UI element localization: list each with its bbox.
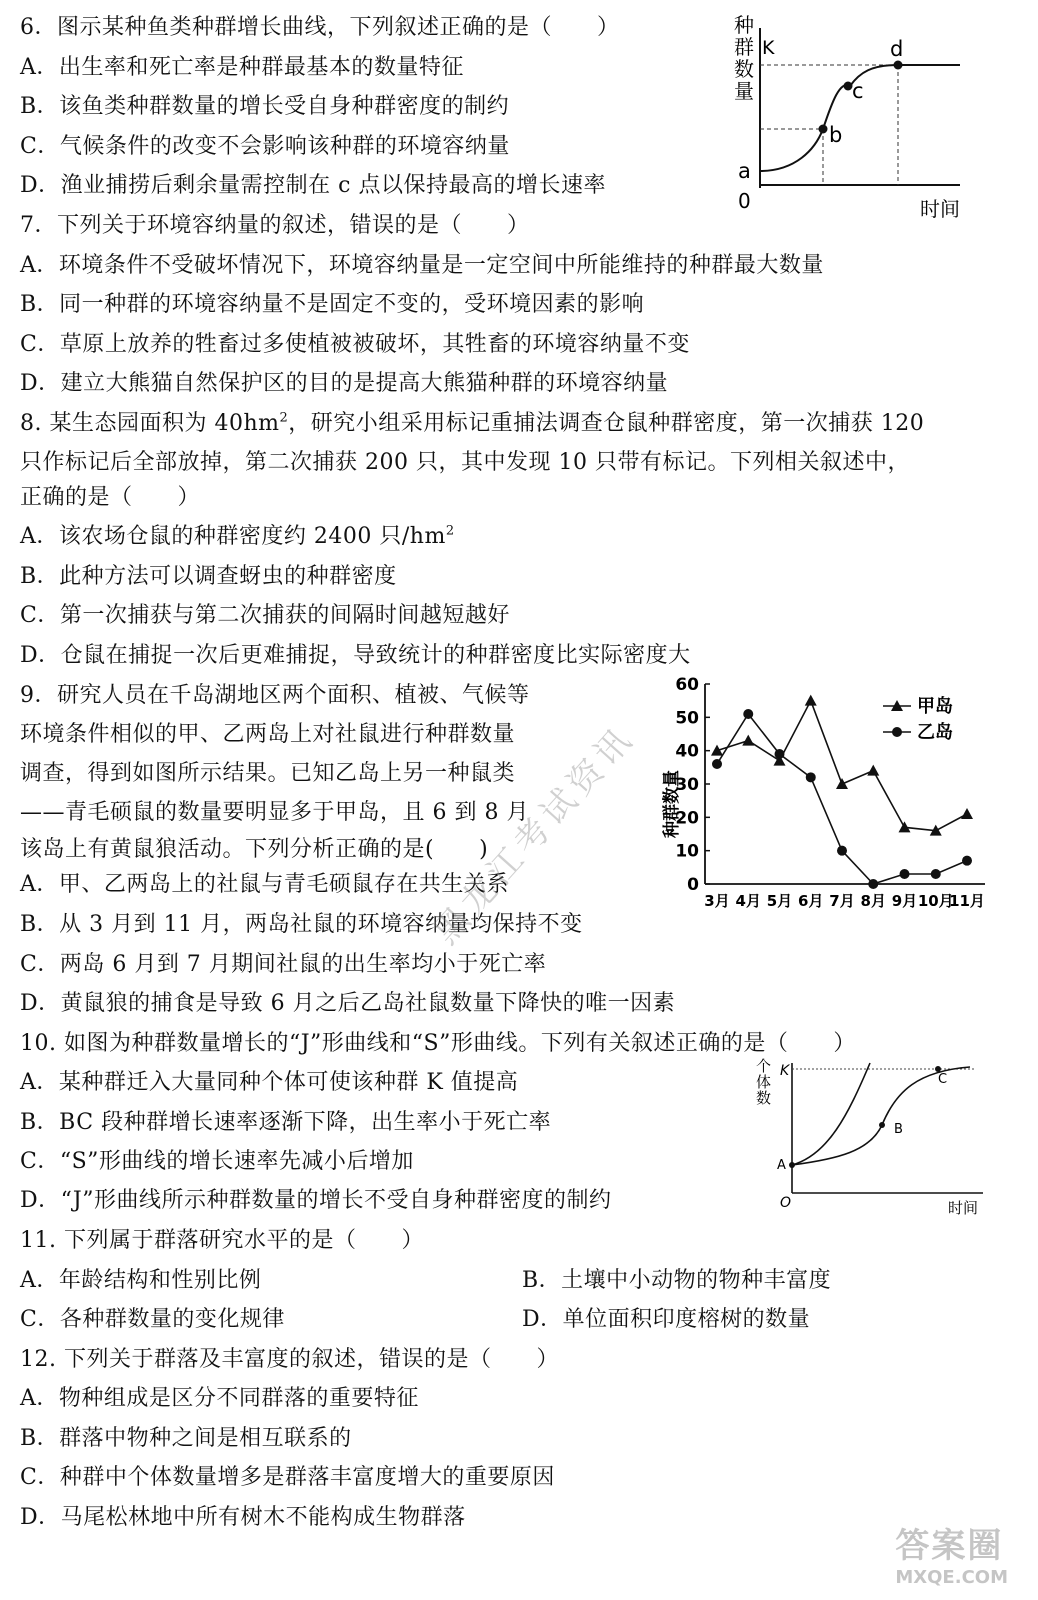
q6-xlabel: 时间: [920, 197, 960, 221]
chart-xtick-label: 10月: [917, 892, 954, 910]
chart-xtick-label: 9月: [891, 892, 918, 910]
q10-ylabel: [756, 1057, 771, 1091]
q10-option-d: D．“J”形曲线所示种群数量的增长不受自身种群密度的制约: [20, 1188, 612, 1213]
q7-option-b: B．同一种群的环境容纳量不是固定不变的，受环境因素的影响: [20, 292, 645, 317]
q6-option-c: C．气候条件的改变不会影响该种群的环境容纳量: [20, 134, 510, 159]
chart-ytick-label: 60: [675, 675, 699, 695]
q10-k-label: K: [780, 1063, 790, 1079]
chart-series-line-0: [717, 701, 967, 831]
q11-option-c: C．各种群数量的变化规律: [20, 1307, 285, 1332]
q10-option-a: A．某种群迁入大量同种个体可使该种群 K 值提高: [20, 1070, 519, 1095]
chart-xtick-label: 7月: [829, 892, 855, 910]
q6-ylabel: [734, 13, 754, 103]
q8-stem-line3: 正确的是（ ）: [20, 485, 201, 510]
q9-line-chart: [655, 672, 1010, 917]
chart-ytick-label: 20: [675, 808, 699, 829]
chart-point-circle: [712, 759, 722, 769]
q8-stem-line1: 8. 某生态园面积为 $40hm^2$，研究小组采用标记重捕法调查仓鼠种群密度，第一次捕获 120: [20, 410, 925, 436]
chart-point-triangle: [867, 765, 879, 776]
q7-stem: 7．下列关于环境容纳量的叙述，错误的是（ ）: [20, 213, 530, 238]
q10-ylabel-3: 数: [756, 1089, 772, 1107]
q7-option-d: D．建立大熊猫自然保护区的目的是提高大熊猫种群的环境容纳量: [20, 371, 669, 396]
chart-point-triangle: [711, 745, 723, 756]
chart-point-triangle: [899, 821, 911, 832]
q12-option-c: C．种群中个体数量增多是群落丰富度增大的重要原因: [20, 1465, 555, 1490]
chart-point-circle: [837, 846, 847, 856]
q8-option-c: C．第一次捕获与第二次捕获的间隔时间越短越好: [20, 603, 510, 628]
q7-option-c: C．草原上放养的牲畜过多使植被被破坏，其牲畜的环境容纳量不变: [20, 332, 690, 357]
q9-option-d: D．黄鼠狼的捕食是导致 6 月之后乙岛社鼠数量下降快的唯一因素: [20, 991, 676, 1016]
q10-label-c: C: [938, 1072, 948, 1087]
chart-ytick-label: 50: [675, 708, 699, 729]
chart-xtick-label: 4月: [735, 892, 761, 910]
chart-ytick-label: 10: [675, 841, 699, 862]
chart-xtick-label: 11月: [949, 892, 985, 910]
q11-option-d: D．单位面积印度榕树的数量: [522, 1307, 811, 1332]
svg-text:种: 种: [734, 13, 754, 37]
q6-origin: 0: [738, 189, 751, 213]
chart-ytick-label: 40: [675, 741, 699, 762]
q9-stem-line2: 环境条件相似的甲、乙两岛上对社鼠进行种群数量: [20, 722, 516, 747]
q12-option-b: B．群落中物种之间是相互联系的: [20, 1426, 352, 1451]
q8-option-b: B．此种方法可以调查蚜虫的种群密度: [20, 564, 397, 589]
chart-point-triangle: [836, 778, 848, 789]
chart-point-circle: [806, 772, 816, 782]
q9-stem-line4: ——青毛硕鼠的数量要明显多于甲岛，且 6 到 8 月: [20, 800, 529, 825]
q10-origin: O: [780, 1195, 792, 1211]
q6-option-b: B．该鱼类种群数量的增长受自身种群密度的制约: [20, 94, 510, 119]
q9-stem-line3: 调查，得到如图所示结果。已知乙岛上另一种鼠类: [20, 761, 516, 786]
legend-jia-label: 甲岛: [917, 696, 953, 717]
legend-yi-marker: [892, 727, 902, 737]
q10-stem: 10. 如图为种群数量增长的“J”形曲线和“S”形曲线。下列有关叙述正确的是（ ）: [20, 1031, 856, 1056]
q8-option-a: A．该农场仓鼠的种群密度约 2400 只$/hm^2$: [20, 523, 455, 549]
chart-xtick-label: 6月: [798, 892, 824, 910]
q9-stem-line5: 该岛上有黄鼠狼活动。下列分析正确的是( ): [20, 837, 489, 862]
q6-option-a: A．出生率和死亡率是种群最基本的数量特征: [20, 55, 464, 80]
q8-option-d: D．仓鼠在捕捉一次后更难捕捉，导致统计的种群密度比实际密度大: [20, 643, 691, 668]
q6-s-curve-figure: [720, 10, 980, 225]
svg-text:群: 群: [734, 35, 754, 59]
chart-point-triangle: [805, 695, 817, 706]
q10-point-a: [789, 1162, 795, 1168]
chart-xtick-label: 5月: [766, 892, 793, 910]
chart-ylabel: 种群数量: [662, 770, 682, 838]
logo-top: 答案圈: [895, 1526, 1004, 1566]
q10-j-s-curve-figure: [748, 1055, 993, 1225]
chart-point-circle: [962, 856, 972, 866]
q8-stem-line2: 只作标记后全部放掉，第二次捕获 200 只，其中发现 10 只带有标记。下列相关叙述中，: [20, 450, 910, 475]
chart-point-circle: [900, 869, 910, 879]
q9-option-a: A．甲、乙两岛上的社鼠与青毛硕鼠存在共生关系: [20, 872, 509, 897]
q12-stem: 12. 下列关于群落及丰富度的叙述，错误的是（ ）: [20, 1347, 559, 1372]
chart-xtick-label: 3月: [704, 892, 730, 910]
q10-option-c: C．“S”形曲线的增长速率先减小后增加: [20, 1149, 414, 1174]
svg-text:量: 量: [734, 79, 754, 103]
q6-k-label: K: [762, 37, 775, 59]
q6-label-b: b: [829, 123, 843, 147]
q6-label-a: a: [738, 159, 751, 183]
svg-text:体: 体: [756, 1073, 772, 1091]
q9-stem-line1: 9．研究人员在千岛湖地区两个面积、植被、气候等: [20, 683, 530, 708]
legend-yi-label: 乙岛: [917, 722, 953, 743]
q9-option-b: B．从 3 月到 11 月，两岛社鼠的环境容纳量均保持不变: [20, 912, 583, 937]
q10-label-a: A: [777, 1158, 786, 1173]
chart-legend: [883, 695, 953, 743]
chart-ytick-label: 30: [675, 775, 699, 795]
svg-text:个: 个: [756, 1057, 772, 1075]
chart-ytick-label: 0: [687, 875, 699, 895]
site-logo: [895, 1518, 1008, 1588]
q10-option-b: B．BC 段种群增长速率逐渐下降，出生率小于死亡率: [20, 1110, 552, 1135]
chart-point-circle: [868, 879, 878, 889]
q6-point-b: [819, 125, 828, 134]
chart-point-circle: [775, 749, 785, 759]
q6-label-d: d: [890, 37, 904, 61]
q11-option-a: A．年龄结构和性别比例: [20, 1268, 262, 1293]
watermark-text: 黑龙江考试资讯: [425, 717, 644, 953]
q6-stem: 6．图示某种鱼类种群增长曲线，下列叙述正确的是（ ）: [20, 15, 620, 40]
logo-bottom: MXQE.COM: [895, 1567, 1008, 1588]
chart-point-triangle: [961, 808, 973, 819]
q12-option-a: A．物种组成是区分不同群落的重要特征: [20, 1386, 419, 1411]
q6-option-d: D．渔业捕捞后剩余量需控制在 c 点以保持最高的增长速率: [20, 173, 606, 198]
chart-point-circle: [743, 709, 753, 719]
svg-text:数: 数: [734, 57, 754, 81]
q9-option-c: C．两岛 6 月到 7 月期间社鼠的出生率均小于死亡率: [20, 952, 547, 977]
q10-xlabel: 时间: [948, 1199, 979, 1217]
q6-point-d: [894, 61, 903, 70]
q6-label-c: c: [852, 79, 864, 103]
q10-j-curve: [792, 1063, 870, 1165]
chart-xtick-label: 8月: [860, 892, 886, 910]
chart-point-circle: [931, 869, 941, 879]
q11-stem: 11. 下列属于群落研究水平的是（ ）: [20, 1228, 424, 1253]
q10-label-b: B: [894, 1122, 903, 1137]
q10-point-b: [879, 1122, 885, 1128]
q11-option-b: B．土壤中小动物的物种丰富度: [522, 1268, 832, 1293]
q12-option-d: D．马尾松林地中所有树木不能构成生物群落: [20, 1505, 466, 1530]
q7-option-a: A．环境条件不受破坏情况下，环境容纳量是一定空间中所能维持的种群最大数量: [20, 253, 824, 278]
chart-point-triangle: [742, 735, 754, 746]
